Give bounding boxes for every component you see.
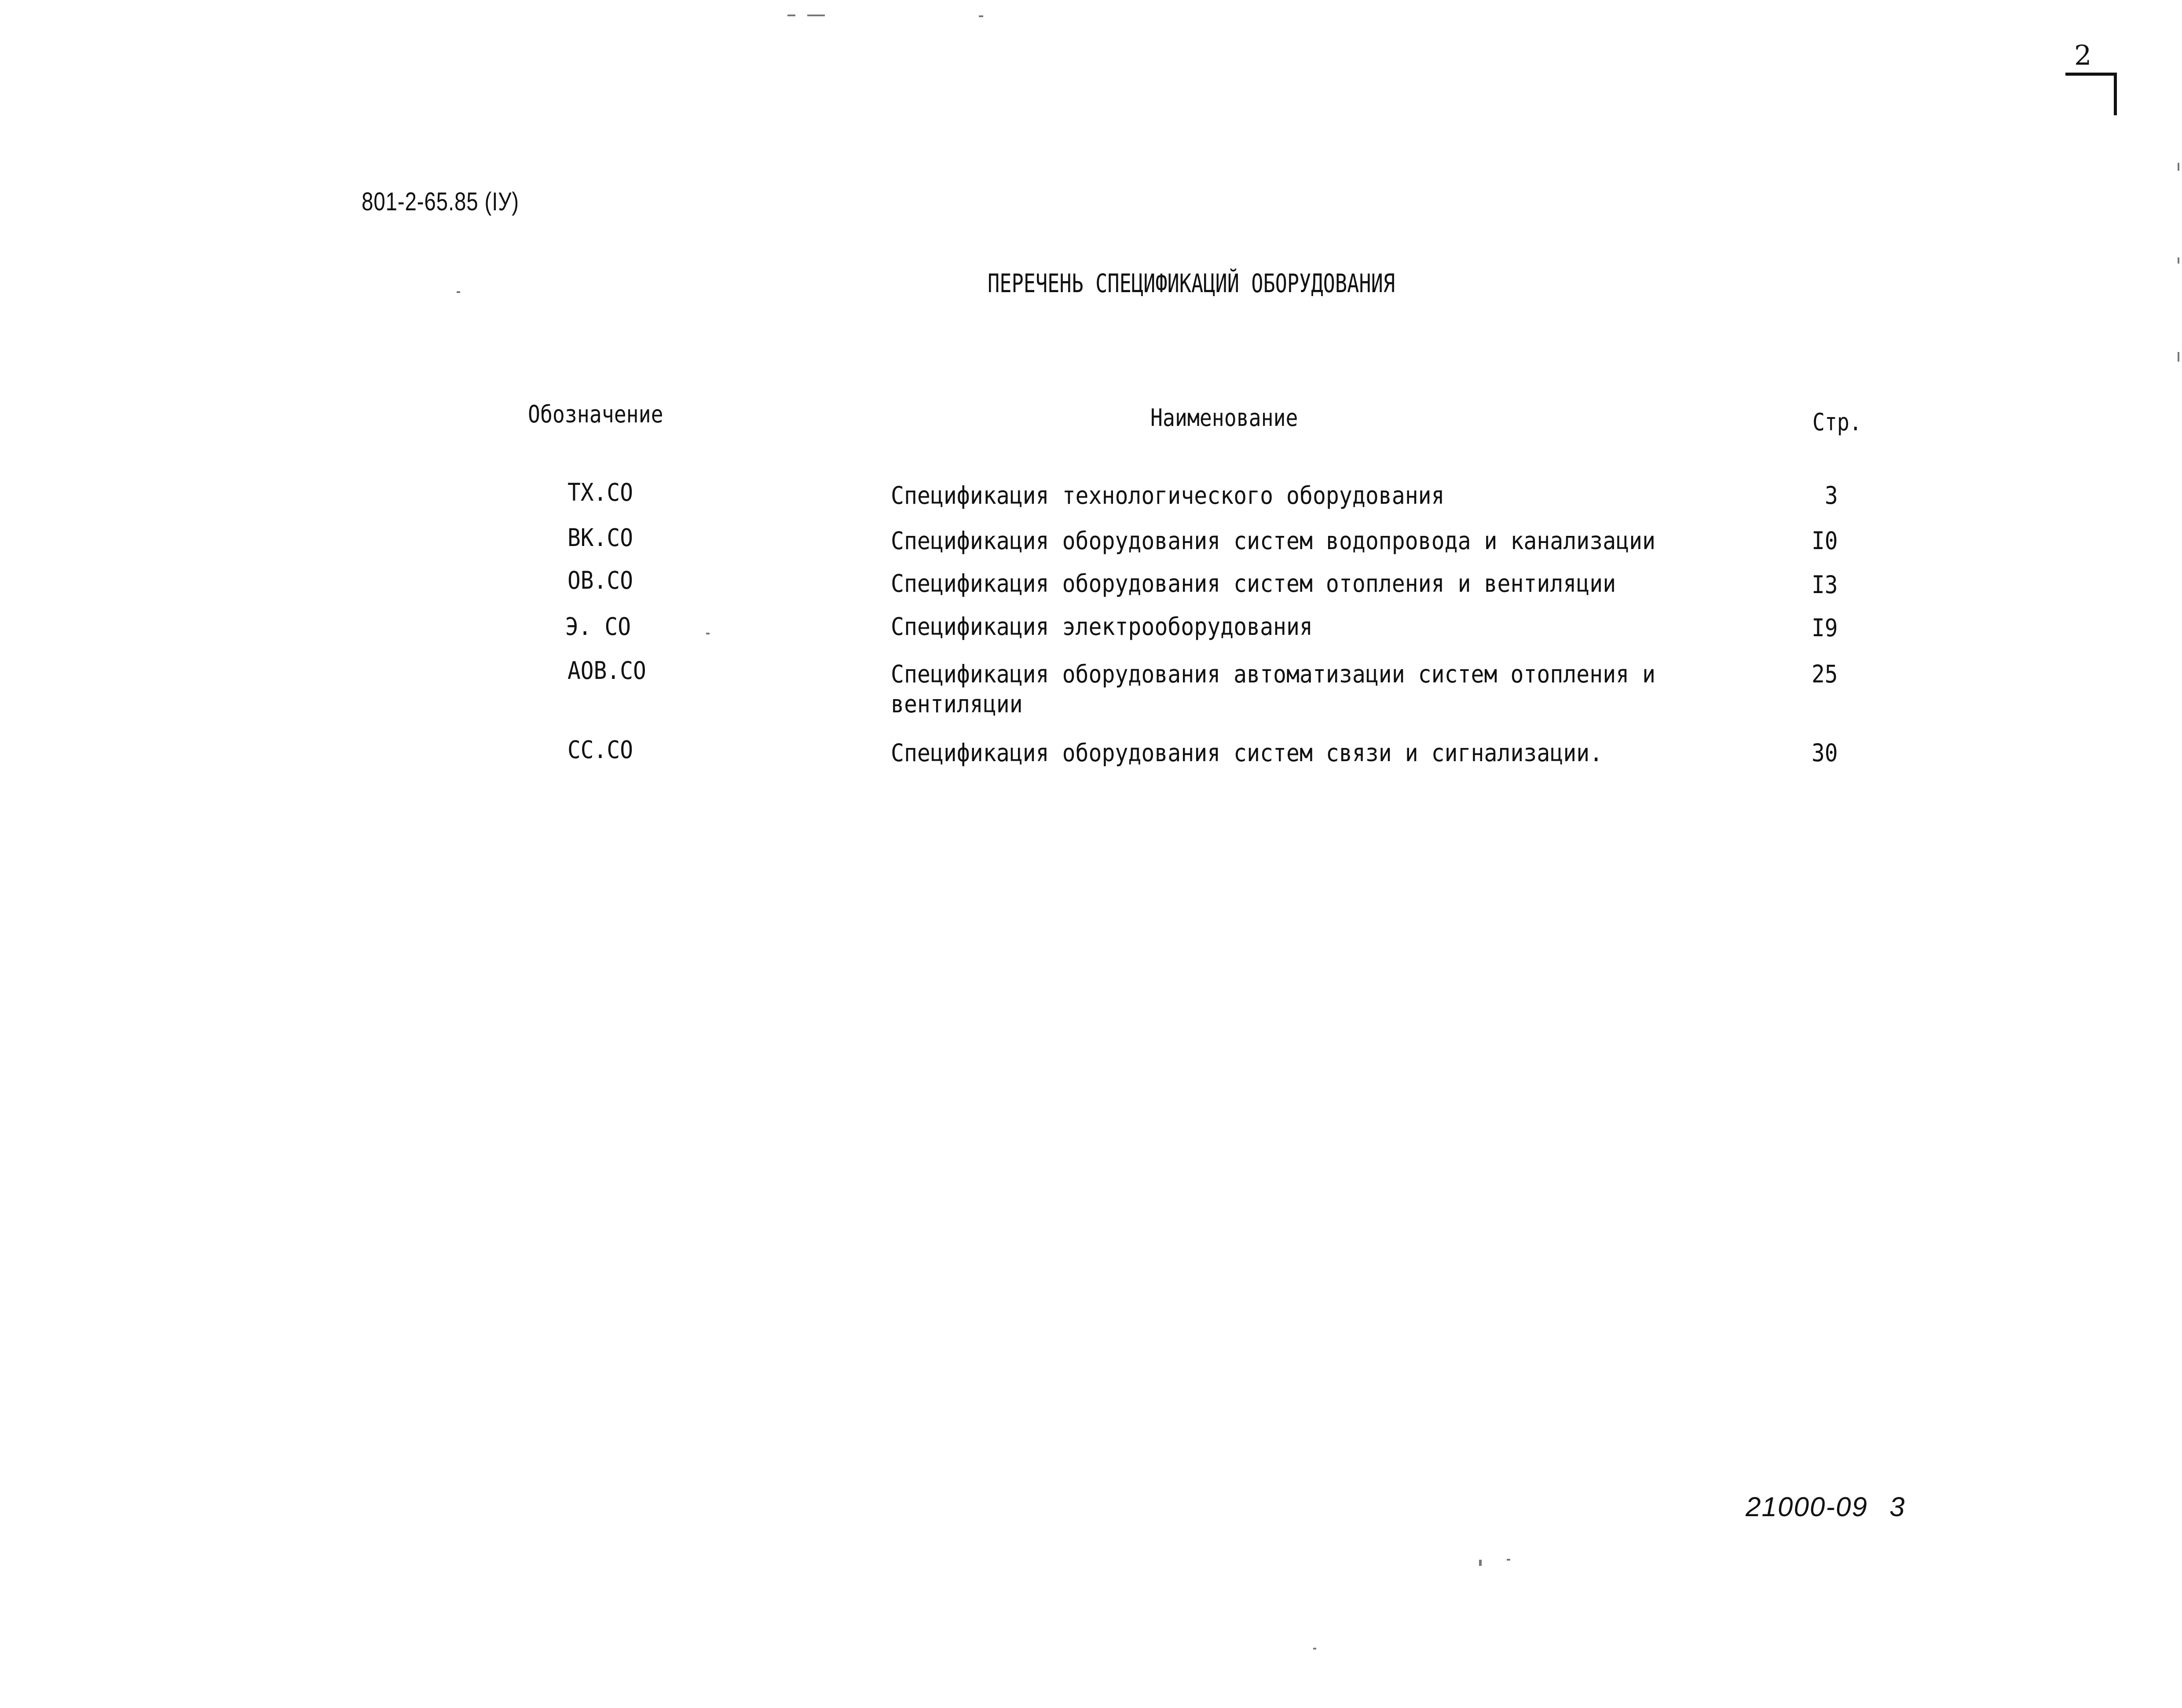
scan-speck (2178, 352, 2179, 362)
table-row-code: ОВ.СО (567, 566, 633, 594)
document-code: 801-2-65.85 (IУ) (362, 187, 519, 216)
table-row-code: АОВ.СО (567, 656, 646, 685)
footer-sheet-number: 3 (1889, 1492, 1905, 1522)
scan-speck (979, 15, 983, 17)
table-row-page: 30 (1812, 739, 1838, 767)
table-row-name: Спецификация оборудования автоматизации систем отопления и вентиляции (891, 660, 1656, 718)
table-row-code: СС.СО (567, 736, 633, 764)
scan-speck (1479, 1560, 1482, 1566)
scan-speck (457, 291, 460, 293)
table-row-code: Э. СО (565, 612, 631, 641)
scan-speck (706, 633, 710, 634)
table-row-page: I0 (1812, 527, 1838, 555)
footer-document-code: 21000-09 (1746, 1492, 1868, 1522)
table-row-code: ВК.СО (567, 524, 633, 552)
scan-speck (2178, 163, 2179, 171)
table-row-page: 3 (1825, 481, 1838, 509)
table-row-name: Спецификация оборудования систем водопровода и канализации (891, 527, 1656, 555)
table-row-page: I3 (1812, 571, 1838, 599)
table-row-page: 25 (1812, 660, 1838, 688)
page-number: 2 (2074, 39, 2092, 71)
scan-speck (2178, 257, 2179, 264)
column-header-code: Обозначение (528, 400, 663, 428)
scan-speck (787, 15, 795, 16)
corner-frame-mark (2065, 73, 2117, 115)
table-row-name: Спецификация оборудования систем отопления и вентиляции (891, 569, 1616, 597)
column-header-page: Стр. (1812, 408, 1862, 436)
table-row-page: I9 (1812, 614, 1838, 642)
scan-speck (807, 15, 825, 16)
table-row-name: Спецификация технологического оборудования (891, 481, 1445, 509)
document-title: ПЕРЕЧЕНЬ СПЕЦИФИКАЦИЙ ОБОРУДОВАНИЯ (988, 268, 1395, 298)
table-row-name: Спецификация оборудования систем связи и сигнализации. (891, 739, 1603, 767)
scan-speck (1507, 1559, 1510, 1561)
table-row-code: ТХ.СО (567, 478, 633, 506)
table-row-name: Спецификация электрооборудования (891, 612, 1313, 641)
column-header-name: Наименование (1150, 404, 1298, 432)
scan-speck (1313, 1648, 1316, 1649)
